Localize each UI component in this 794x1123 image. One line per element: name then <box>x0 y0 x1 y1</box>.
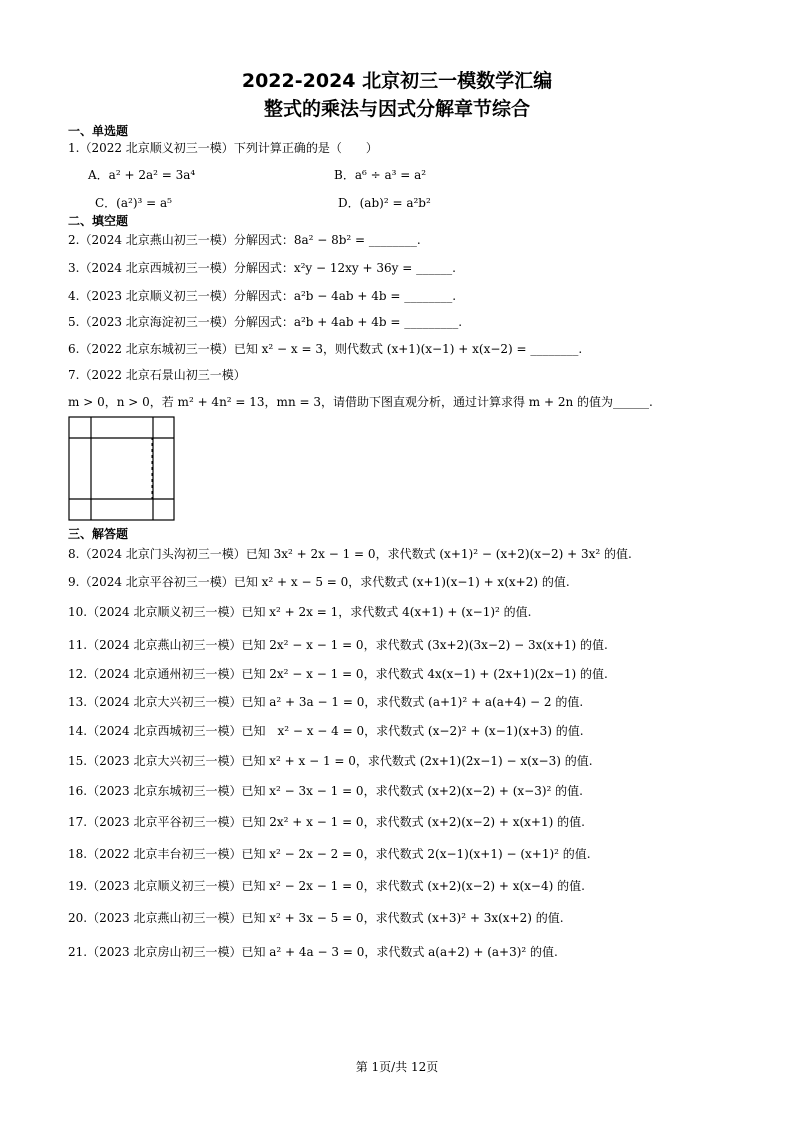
question-20 <box>68 909 564 926</box>
question-6 <box>68 340 582 357</box>
document-title-line2: 整式的乘法与因式分解章节综合 <box>263 98 530 120</box>
question-14 <box>68 722 584 739</box>
question-number: 6. <box>68 342 80 356</box>
option-b: B．a⁶ ÷ a³ = a² <box>334 168 427 182</box>
section-single-choice: 一、单选题 <box>68 124 129 138</box>
question-number: 18. <box>68 847 88 861</box>
question-text: 分解因式：x²y − 12xy + 36y = ______. <box>233 261 456 275</box>
question-source: （2024 北京燕山初三一模） <box>87 638 242 652</box>
question-10 <box>68 603 531 620</box>
question-2 <box>68 231 421 248</box>
question-text: 分解因式：8a² − 8b² = ________. <box>233 233 421 247</box>
question-source: （2023 北京海淀初三一模） <box>79 315 234 329</box>
question-16 <box>68 782 583 799</box>
question-number: 15. <box>68 754 88 768</box>
question-number: 4. <box>68 289 80 303</box>
question-number: 16. <box>68 784 88 798</box>
question-source: （2023 北京大兴初三一模） <box>87 754 242 768</box>
question-source: （2023 北京平谷初三一模） <box>87 815 242 829</box>
question-9 <box>68 573 570 590</box>
question-text: 已知 x² − x − 4 = 0，求代数式 (x−2)² + (x−1)(x+3) 的值. <box>241 724 584 738</box>
question-number: 12. <box>68 667 88 681</box>
question-source: （2024 北京门头沟初三一模） <box>79 547 246 561</box>
question-text: 分解因式：a²b + 4ab + 4b = _________. <box>233 315 463 329</box>
option-d: D．(ab)² = a²b² <box>338 196 431 210</box>
question-7 <box>68 366 246 383</box>
question-number: 9. <box>68 575 80 589</box>
question-source: （2024 北京平谷初三一模） <box>79 575 234 589</box>
question-number: 21. <box>68 945 88 959</box>
question-18 <box>68 845 591 862</box>
question-4 <box>68 287 456 304</box>
question-source: （2022 北京顺义初三一模） <box>79 141 234 155</box>
question-source: （2024 北京通州初三一模） <box>87 667 242 681</box>
question-number: 13. <box>68 695 88 709</box>
question-number: 14. <box>68 724 88 738</box>
question-text: 已知 2x² − x − 1 = 0，求代数式 (3x+2)(3x−2) − 3x(x+1) 的值. <box>241 638 608 652</box>
question-number: 1. <box>68 141 80 155</box>
section-fill-in: 二、填空题 <box>68 214 129 228</box>
question-number: 20. <box>68 911 88 925</box>
question-text: 已知 a² + 4a − 3 = 0，求代数式 a(a+2) + (a+3)² 的值. <box>241 945 558 959</box>
question-number: 11. <box>68 638 88 652</box>
question-source: （2024 北京大兴初三一模） <box>87 695 242 709</box>
question-source: （2022 北京东城初三一模） <box>79 342 234 356</box>
question-source: （2024 北京顺义初三一模） <box>87 605 242 619</box>
question-source: （2023 北京东城初三一模） <box>87 784 242 798</box>
question-text: 已知 3x² + 2x − 1 = 0，求代数式 (x+1)² − (x+2)(x−2) + 3x² 的值. <box>245 547 632 561</box>
question-source: （2023 北京燕山初三一模） <box>87 911 242 925</box>
question-3 <box>68 259 456 276</box>
question-number: 5. <box>68 315 80 329</box>
figure-outer-square <box>69 417 174 520</box>
section-answer: 三、解答题 <box>68 527 129 541</box>
question-8 <box>68 545 632 562</box>
question-source: （2024 北京西城初三一模） <box>79 261 234 275</box>
question-source: （2023 北京房山初三一模） <box>87 945 242 959</box>
question-text: 下列计算正确的是（ ） <box>233 141 378 155</box>
question-13 <box>68 693 583 710</box>
question-17 <box>68 813 585 830</box>
option-a: A．a² + 2a² = 3a⁴ <box>88 168 196 182</box>
question-source: （2023 北京顺义初三一模） <box>79 289 234 303</box>
question-text: 已知 2x² − x − 1 = 0，求代数式 4x(x−1) + (2x+1)(2x−1) 的值. <box>241 667 608 681</box>
question-source: （2024 北京西城初三一模） <box>87 724 242 738</box>
question-text: 已知 x² − x = 3，则代数式 (x+1)(x−1) + x(x−2) = ________. <box>233 342 583 356</box>
question-source: （2022 北京石景山初三一模） <box>79 368 246 382</box>
question-text: 已知 x² − 3x − 1 = 0，求代数式 (x+2)(x−2) + (x−3)² 的值. <box>241 784 583 798</box>
square-frame-figure <box>68 416 176 522</box>
question-text: 已知 2x² + x − 1 = 0，求代数式 (x+2)(x−2) + x(x+1) 的值. <box>241 815 585 829</box>
question-number: 10. <box>68 605 88 619</box>
page-footer: 第 1页/共 12页 <box>355 1060 439 1074</box>
question-1 <box>68 139 378 156</box>
question-number: 3. <box>68 261 80 275</box>
question-12 <box>68 665 608 682</box>
question-source: （2022 北京丰台初三一模） <box>87 847 242 861</box>
question-11 <box>68 636 608 653</box>
question-text: 已知 x² − 2x − 1 = 0，求代数式 (x+2)(x−2) + x(x−4) 的值. <box>241 879 585 893</box>
question-text: 分解因式：a²b − 4ab + 4b = ________. <box>233 289 457 303</box>
question-number: 8. <box>68 547 80 561</box>
question-15 <box>68 752 593 769</box>
option-c: C．(a²)³ = a⁵ <box>95 196 172 210</box>
question-number: 19. <box>68 879 88 893</box>
question-source: （2024 北京燕山初三一模） <box>79 233 234 247</box>
question-21 <box>68 943 558 960</box>
question-number: 2. <box>68 233 80 247</box>
question-text: 已知 x² + x − 5 = 0，求代数式 (x+1)(x−1) + x(x+2) 的值. <box>233 575 570 589</box>
question-number: 7. <box>68 368 80 382</box>
question-text: 已知 x² − 2x − 2 = 0，求代数式 2(x−1)(x+1) − (x+1)² 的值. <box>241 847 591 861</box>
question-source: （2023 北京顺义初三一模） <box>87 879 242 893</box>
question-text: 已知 a² + 3a − 1 = 0，求代数式 (a+1)² + a(a+4) − 2 的值. <box>241 695 584 709</box>
document-title-line1: 2022-2024 北京初三一模数学汇编 <box>241 70 553 92</box>
question-5 <box>68 313 462 330</box>
question-text: 已知 x² + 2x = 1，求代数式 4(x+1) + (x−1)² 的值. <box>241 605 532 619</box>
question-7-body: m > 0，n > 0，若 m² + 4n² = 13，mn = 3，请借助下图直观分析，通过计算求得 m + 2n 的值为______. <box>68 395 653 409</box>
question-text: 已知 x² + x − 1 = 0，求代数式 (2x+1)(2x−1) − x(x−3) 的值. <box>241 754 593 768</box>
figure-inner-dashed-square <box>91 438 152 499</box>
question-text: 已知 x² + 3x − 5 = 0，求代数式 (x+3)² + 3x(x+2) 的值. <box>241 911 564 925</box>
question-number: 17. <box>68 815 88 829</box>
question-19 <box>68 877 585 894</box>
